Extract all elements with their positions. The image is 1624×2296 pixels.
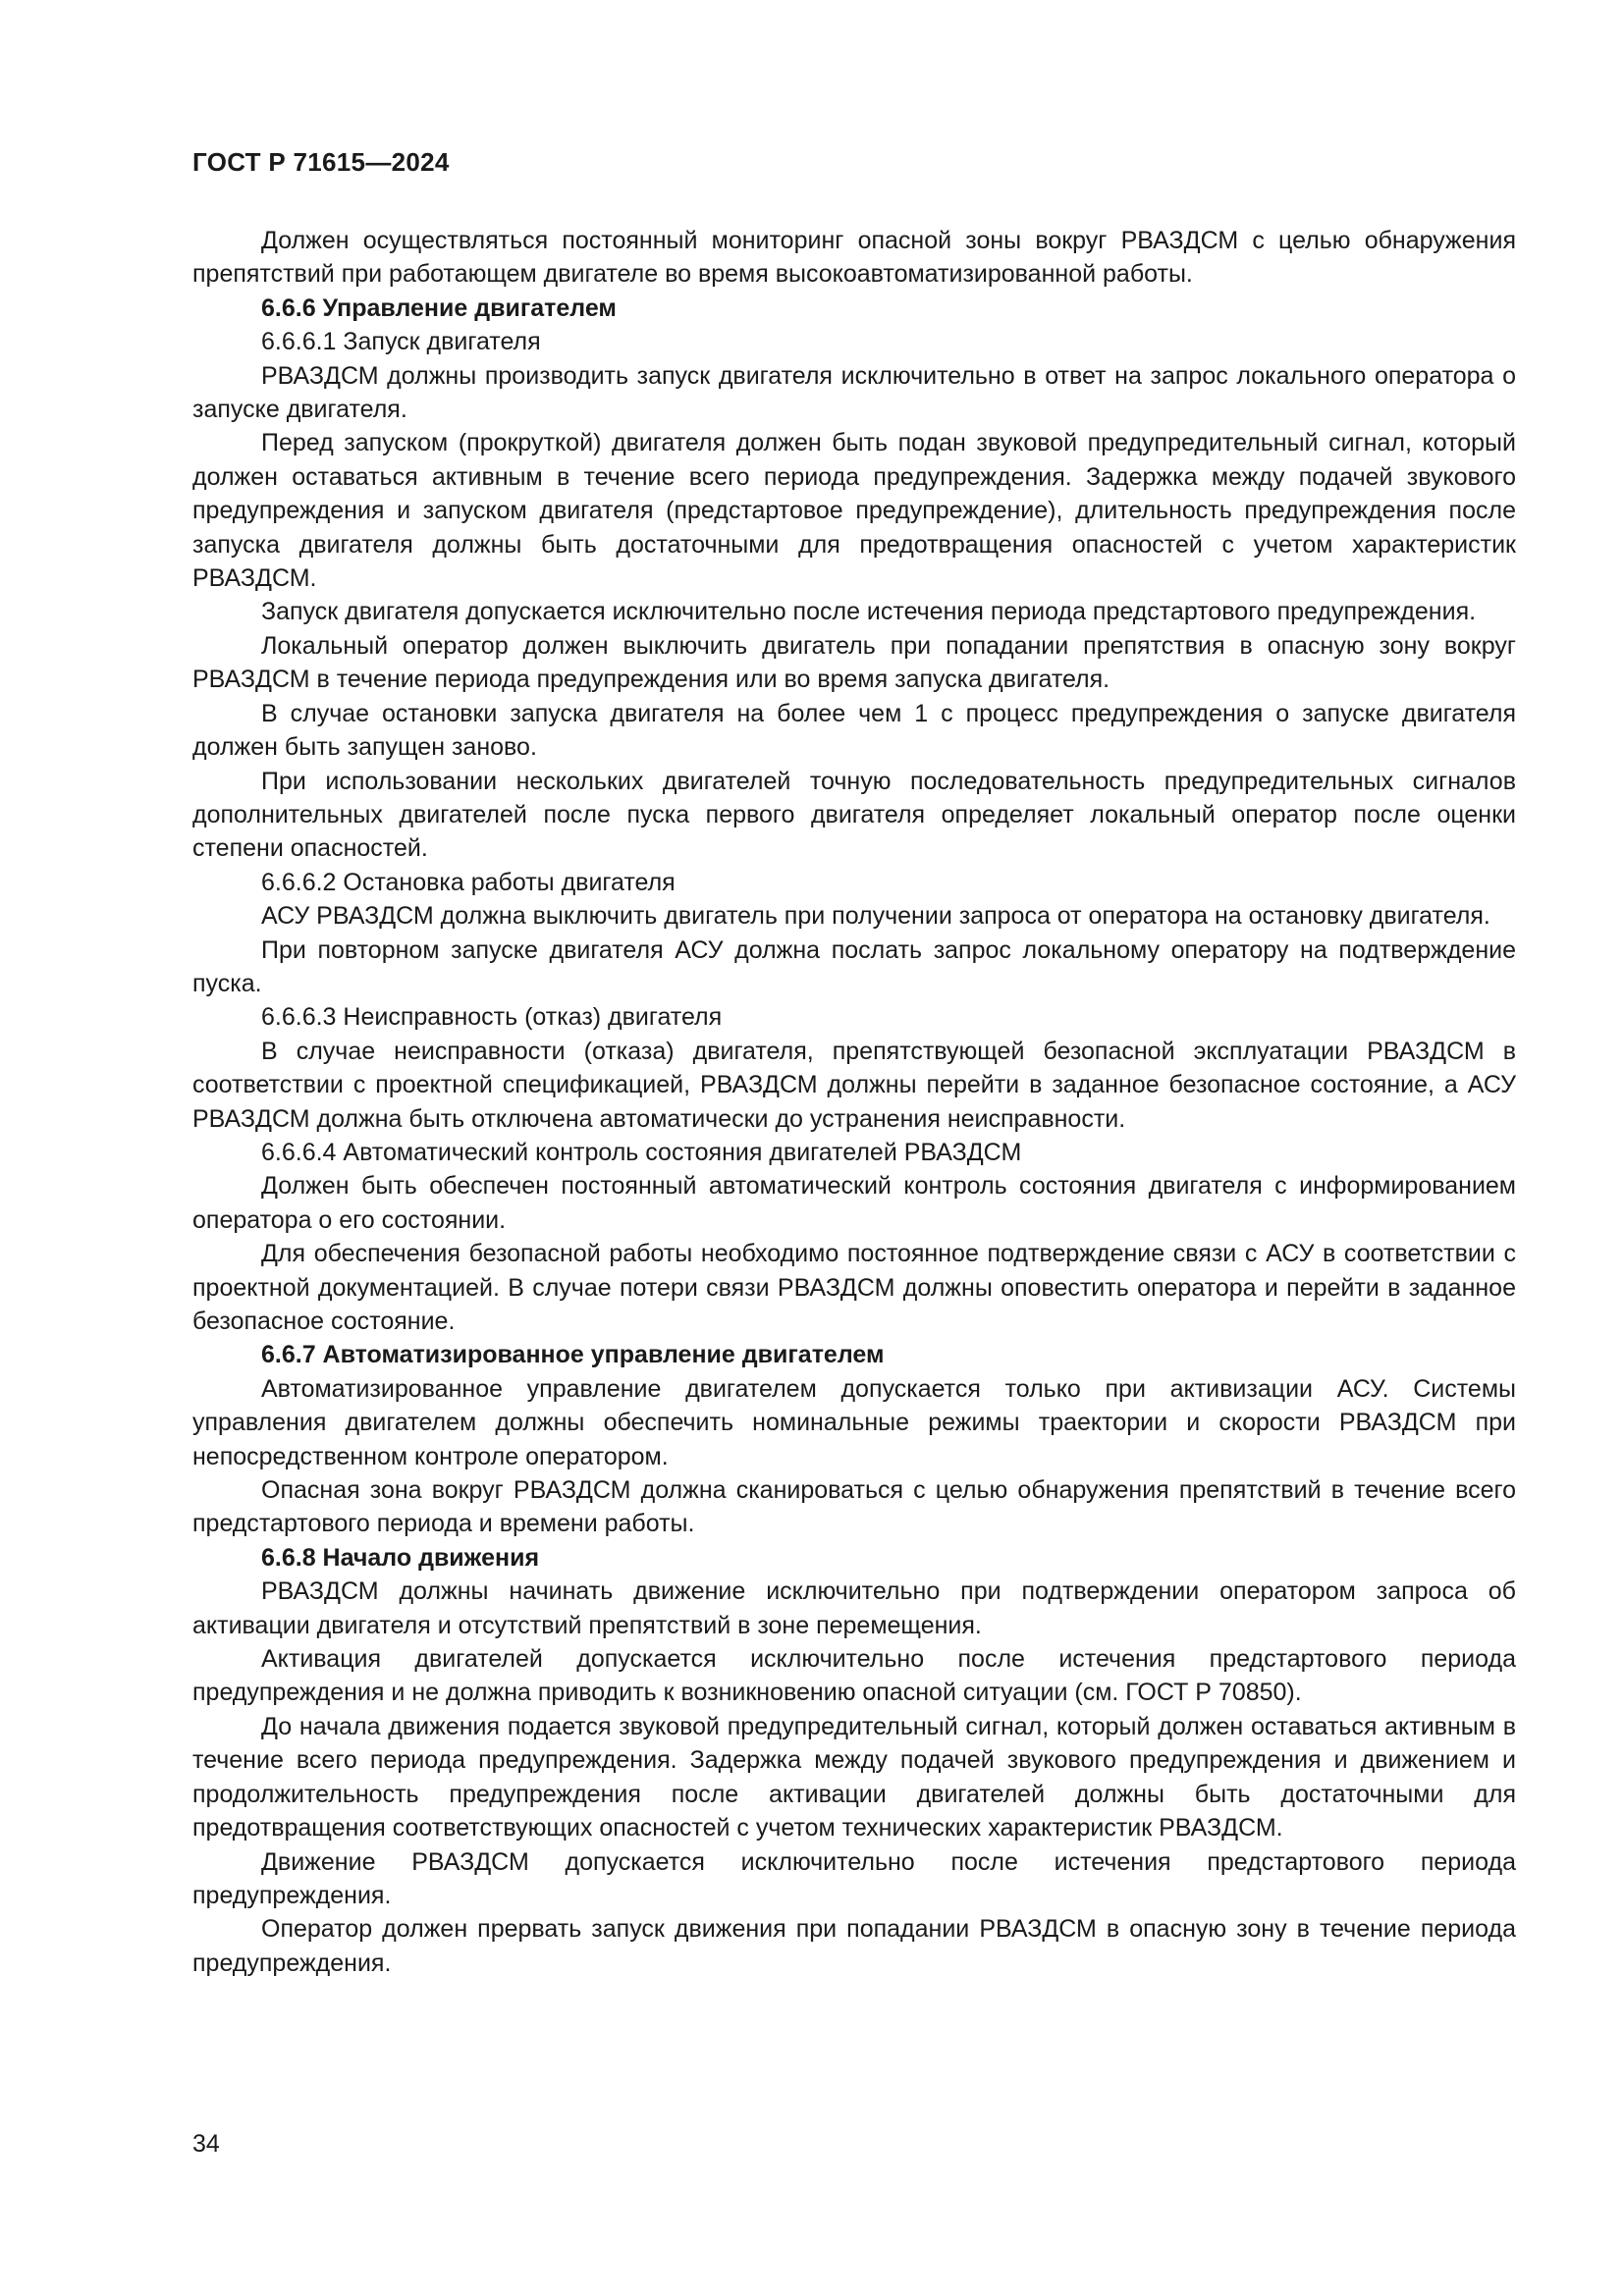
- paragraph: Должен осуществляться постоянный мониторинг опасной зоны вокруг РВАЗДСМ с целью обнаружения препятствий при работающем двигателе во время высокоавтоматизированной работы.: [192, 227, 1516, 289]
- paragraph: Запуск двигателя допускается исключительно после истечения периода предстартового предупреждения.: [261, 598, 1477, 626]
- paragraph: Перед запуском (прокруткой) двигателя должен быть подан звуковой предупредительный сигнал, который должен оставаться активным в течение всего периода предупреждения. Задержка между подачей звукового предупреждения и запуском двигателя (предстартовое предупреждение), длительность предупреждения после запуска двигателя должны быть достаточными для предотвращения опасностей с учетом характеристик РВАЗДСМ.: [192, 429, 1516, 593]
- paragraph: РВАЗДСМ должны начинать движение исключительно при подтверждении оператором запроса об активации двигателя и отсутствий препятствий в зоне перемещения.: [192, 1577, 1516, 1639]
- paragraph: АСУ РВАЗДСМ должна выключить двигатель при получении запроса от оператора на остановку двигателя.: [261, 902, 1490, 931]
- paragraph: В случае неисправности (отказа) двигателя, препятствующей безопасной эксплуатации РВАЗДСМ в соответствии с проектной спецификацией, РВАЗДСМ должны перейти в заданное безопасное состояние, а АСУ РВАЗДСМ должна быть отключена автоматически до устранения неисправности.: [192, 1037, 1516, 1133]
- paragraph: 6.6.6.1 Запуск двигателя: [261, 328, 541, 356]
- section-heading: 6.6.8 Начало движения: [261, 1543, 540, 1572]
- section-heading: 6.6.6 Управление двигателем: [261, 294, 617, 322]
- paragraph: 6.6.6.3 Неисправность (отказ) двигателя: [261, 1003, 723, 1032]
- paragraph: Должен быть обеспечен постоянный автоматический контроль состояния двигателя с информированием оператора о его состоянии.: [192, 1172, 1516, 1234]
- paragraph: При использовании нескольких двигателей точную последовательность предупредительных сигналов дополнительных двигателей после пуска первого двигателя определяет локальный оператор после оценки степени опасностей.: [192, 767, 1516, 863]
- paragraph: В случае остановки запуска двигателя на более чем 1 с процесс предупреждения о запуске двигателя должен быть запущен заново.: [192, 699, 1516, 762]
- page-number: 34: [192, 2130, 220, 2158]
- paragraph: Оператор должен прервать запуск движения при попадании РВАЗДСМ в опасную зону в течение периода предупреждения.: [192, 1915, 1516, 1977]
- paragraph: Движение РВАЗДСМ допускается исключительно после истечения предстартового периода предупреждения.: [192, 1847, 1516, 1909]
- paragraph: Опасная зона вокруг РВАЗДСМ должна сканироваться с целью обнаружения препятствий в течение всего предстартового периода и времени работы.: [192, 1476, 1516, 1538]
- paragraph: РВАЗДСМ должны производить запуск двигателя исключительно в ответ на запрос локального оператора о запуске двигателя.: [192, 361, 1516, 424]
- paragraph: Локальный оператор должен выключить двигатель при попадании препятствия в опасную зону вокруг РВАЗДСМ в течение периода предупреждения или во время запуска двигателя.: [192, 631, 1516, 694]
- paragraph: 6.6.6.2 Остановка работы двигателя: [261, 868, 676, 896]
- paragraph: Автоматизированное управление двигателем допускается только при активизации АСУ. Системы управления двигателем должны обеспечить номинальные режимы траектории и скорости РВАЗДСМ при непосредственном контроле оператором.: [192, 1374, 1516, 1470]
- paragraph: При повторном запуске двигателя АСУ должна послать запрос локальному оператору на подтверждение пуска.: [192, 935, 1516, 997]
- paragraph: До начала движения подается звуковой предупредительный сигнал, который должен оставаться активным в течение всего периода предупреждения. Задержка между подачей звукового предупреждения и движением и продолжительность предупреждения после активации двигателей должны быть достаточными для предотвращения соответствующих опасностей с учетом технических характеристик РВАЗДСМ.: [192, 1712, 1516, 1842]
- paragraph: Активация двигателей допускается исключительно после истечения предстартового периода предупреждения и не должна приводить к возникновению опасной ситуации (см. ГОСТ Р 70850).: [192, 1645, 1516, 1707]
- document-body: [192, 224, 1516, 1980]
- document-header: ГОСТ Р 71615—2024: [192, 147, 450, 177]
- paragraph: 6.6.6.4 Автоматический контроль состояния двигателей РВАЗДСМ: [261, 1138, 1022, 1166]
- section-heading: 6.6.7 Автоматизированное управление двигателем: [261, 1341, 885, 1369]
- paragraph: Для обеспечения безопасной работы необходимо постоянное подтверждение связи с АСУ в соответствии с проектной документацией. В случае потери связи РВАЗДСМ должны оповестить оператора и перейти в заданное безопасное состояние.: [192, 1240, 1516, 1335]
